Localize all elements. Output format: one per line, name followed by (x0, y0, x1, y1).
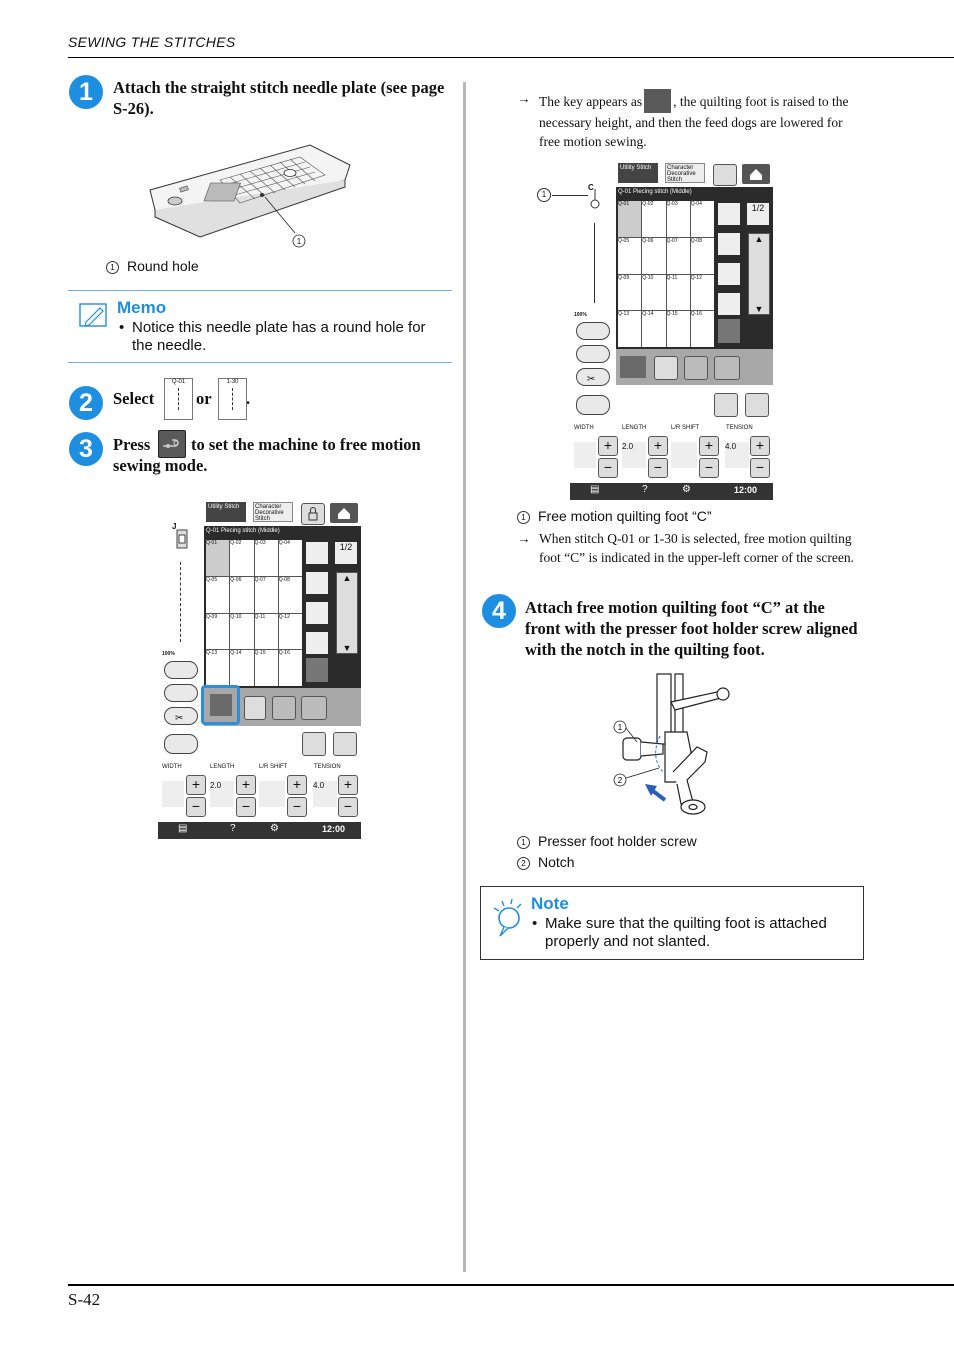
free-motion-mode-button-active[interactable] (620, 356, 646, 378)
step-3-text: to set the machine to free motion sewing mode. (113, 435, 421, 475)
zoom-label-right: 100% (574, 312, 587, 318)
pivot-button-right[interactable] (576, 395, 610, 415)
memory-button-right[interactable] (714, 393, 738, 417)
step-2-select-label: Select (113, 389, 155, 408)
lr-shift-display-right (671, 442, 697, 468)
step-2-badge: 2 (69, 386, 103, 420)
quilting-foot-icon (586, 189, 604, 211)
stitch-q09-right[interactable]: Q-09 (618, 275, 641, 311)
memo-top-rule (68, 290, 452, 291)
lr-shift-plus-button[interactable]: + (287, 775, 307, 795)
memo-bullet: • Notice this needle plate has a round hole for the needle. (119, 319, 426, 354)
tension-display-right: 4.0 (725, 442, 749, 468)
label-tension-right: TENSION (726, 425, 753, 431)
presser-foot-icon (172, 528, 192, 550)
reverse-button-right[interactable] (576, 345, 610, 363)
stitch-q15[interactable]: Q-15 (255, 650, 278, 686)
pen-button-right[interactable] (714, 356, 740, 380)
memory-button[interactable] (302, 732, 326, 756)
home-icon (742, 164, 770, 184)
free-motion-key-inline (644, 89, 671, 113)
scrollbar[interactable] (336, 572, 358, 654)
length-display: 2.0 (210, 781, 234, 807)
width-minus-button[interactable]: − (186, 797, 206, 817)
scroll-up-icon[interactable]: ▲ (754, 234, 764, 244)
tension-minus-button-right[interactable]: − (750, 458, 770, 478)
foot-indicator-c: C (588, 183, 594, 192)
foot-indicator: J (172, 522, 177, 531)
step-4-text: Attach free motion quilting foot “C” at the front with the presser foot holder screw aligned with the notch in the quilting foot. (525, 598, 858, 659)
lr-shift-plus-button-right[interactable]: + (699, 436, 719, 456)
pocket-button[interactable] (333, 732, 357, 756)
scroll-up-icon[interactable]: ▲ (342, 573, 352, 583)
tension-plus-button-right[interactable]: + (750, 436, 770, 456)
tab-character-decorative-right[interactable]: Character Decorative Stitch (665, 163, 705, 183)
width-plus-button[interactable]: + (186, 775, 206, 795)
scissors-icon: ✂ (175, 713, 184, 724)
label-length-right: LENGTH (622, 425, 647, 431)
fig3-caption-1: 1 Presser foot holder screw (517, 833, 697, 849)
stitch-edit-key-3-right[interactable] (718, 263, 740, 285)
scroll-down-icon[interactable]: ▼ (342, 643, 352, 653)
stitch-edit-key-4-right[interactable] (718, 293, 740, 315)
stitch-q10[interactable]: Q-10 (230, 614, 253, 650)
twin-needle-button-right[interactable] (684, 356, 708, 380)
scissors-icon: ✂ (587, 374, 596, 385)
width-display (162, 781, 184, 807)
page-number: S-42 (68, 1290, 101, 1309)
tension-display: 4.0 (313, 781, 337, 807)
section-header: SEWING THE STITCHES (68, 34, 236, 50)
mirror-button-right[interactable] (654, 356, 678, 380)
tab-utility-stitch[interactable]: Utility Stitch (206, 502, 246, 522)
label-length: LENGTH (210, 764, 235, 770)
home-icon (330, 503, 358, 523)
step-1-text: Attach the straight stitch needle plate (see page S-26). (113, 78, 445, 118)
stitch-preview (180, 562, 182, 642)
memo-pencil-icon (78, 301, 110, 329)
status-bar-right (570, 483, 773, 500)
stitch-q04-right[interactable]: Q-04 (691, 201, 714, 237)
status-bar (158, 822, 361, 839)
stitch-q05[interactable]: Q-05 (206, 577, 229, 613)
pocket-button-right[interactable] (745, 393, 769, 417)
fig1-callout-number: 1 (296, 237, 302, 246)
stitch-q07[interactable]: Q-07 (255, 577, 278, 613)
needle-plate-illustration (140, 135, 370, 255)
lr-shift-minus-button-right[interactable]: − (699, 458, 719, 478)
mirror-button[interactable] (244, 696, 266, 720)
stitch-q08-right[interactable]: Q-08 (691, 238, 714, 274)
thread-cutter-button-right[interactable] (576, 368, 610, 386)
tension-minus-button[interactable]: − (338, 797, 358, 817)
note-bullet: • Make sure that the quilting foot is attached properly and not slanted. (532, 915, 827, 950)
needle-position-button[interactable] (164, 661, 198, 679)
step-3-badge: 3 (69, 432, 103, 466)
stitch-grid-right (618, 201, 714, 347)
arrow-2-text: When stitch Q-01 or 1-30 is selected, free motion quilting foot “C” is indicated in the upper-left corner of the screen. (539, 531, 854, 565)
stitch-q14[interactable]: Q-14 (230, 650, 253, 686)
arrow-2-icon: → (517, 531, 531, 546)
step-2-period: . (246, 389, 251, 408)
stitch-edit-key-5[interactable] (306, 658, 328, 682)
lr-shift-minus-button[interactable]: − (287, 797, 307, 817)
stitch-q12[interactable]: Q-12 (279, 614, 302, 650)
stitch-q11[interactable]: Q-11 (255, 614, 278, 650)
clock: 12:00 (322, 824, 346, 834)
width-display-right (574, 442, 596, 468)
stitch-panel-title: Q-01 Piecing stitch (Middle) (206, 528, 280, 534)
step-1-badge: 1 (69, 75, 103, 109)
stitch-edit-key-3[interactable] (306, 602, 328, 624)
document-icon[interactable]: ▤ (590, 484, 600, 495)
fig2-callout-marker: 1 (537, 188, 551, 202)
stitch-q08[interactable]: Q-08 (279, 577, 302, 613)
length-plus-button[interactable]: + (236, 775, 256, 795)
stitch-edit-key-2[interactable] (306, 572, 328, 594)
stitch-q03-right[interactable]: Q-03 (667, 201, 690, 237)
stitch-key-1-30[interactable]: 1-30 (218, 378, 247, 420)
stitch-q02[interactable]: Q-02 (230, 540, 253, 576)
stitch-q02-right[interactable]: Q-02 (642, 201, 665, 237)
length-display-right: 2.0 (622, 442, 646, 468)
quilting-foot-illustration (605, 672, 740, 822)
fig2-callout-line (552, 195, 588, 196)
scroll-down-icon[interactable]: ▼ (754, 304, 764, 314)
stitch-preview-right (594, 223, 596, 303)
stitch-q05-right[interactable]: Q-05 (618, 238, 641, 274)
stitch-edit-key-4[interactable] (306, 632, 328, 654)
stitch-q11-right[interactable]: Q-11 (667, 275, 690, 311)
stitch-edit-key-1-right[interactable] (718, 203, 740, 225)
fig2-caption: 1 Free motion quilting foot “C” (517, 508, 712, 524)
stitch-grid (206, 540, 302, 686)
free-motion-mode-button-highlighted[interactable] (201, 685, 240, 725)
length-plus-button-right[interactable]: + (648, 436, 668, 456)
lock-button-right[interactable] (713, 164, 737, 186)
reverse-button[interactable] (164, 684, 198, 702)
stitch-q13-right[interactable]: Q-13 (618, 311, 641, 347)
needle-position-button-right[interactable] (576, 322, 610, 340)
step-3-press-label: Press (113, 435, 151, 454)
fig3-caption-2: 2 Notch (517, 854, 575, 870)
stitch-q12-right[interactable]: Q-12 (691, 275, 714, 311)
stitch-panel-title-right: Q-01 Piecing stitch (Middle) (618, 189, 692, 195)
label-lr-shift: L/R SHIFT (259, 764, 288, 770)
length-minus-button[interactable]: − (236, 797, 256, 817)
stitch-edit-key-2-right[interactable] (718, 233, 740, 255)
lock-icon (302, 504, 324, 524)
fig3-callout-1: 1 (617, 723, 623, 732)
fig1-caption: 1 Round hole (106, 258, 199, 274)
stitch-q09[interactable]: Q-09 (206, 614, 229, 650)
memo-bottom-rule (68, 362, 452, 363)
stitch-key-q01[interactable]: Q-01 (164, 378, 193, 420)
footer-rule (68, 1284, 954, 1286)
home-button[interactable] (330, 503, 358, 523)
page-indicator: 1/2 (335, 542, 357, 564)
stitch-q16-right[interactable]: Q-16 (691, 311, 714, 347)
header-rule (68, 57, 954, 58)
lock-button[interactable] (301, 503, 325, 525)
stitch-q10-right[interactable]: Q-10 (642, 275, 665, 311)
pivot-button[interactable] (164, 734, 198, 754)
stitch-q07-right[interactable]: Q-07 (667, 238, 690, 274)
scrollbar-right[interactable] (748, 233, 770, 315)
stitch-q15-right[interactable]: Q-15 (667, 311, 690, 347)
stitch-q01[interactable]: Q-01 (206, 540, 229, 576)
width-minus-button-right[interactable]: − (598, 458, 618, 478)
settings-icon[interactable]: ⚙ (682, 484, 691, 495)
page-indicator-right: 1/2 (747, 203, 769, 225)
tab-character-decorative[interactable]: Character Decorative Stitch (253, 502, 293, 522)
note-title: Note (531, 894, 569, 913)
stitch-q14-right[interactable]: Q-14 (642, 311, 665, 347)
memo-title: Memo (117, 298, 167, 317)
document-icon[interactable]: ▤ (178, 823, 188, 834)
home-button-right[interactable] (742, 164, 770, 184)
settings-icon[interactable]: ⚙ (270, 823, 279, 834)
stitch-q06-right[interactable]: Q-06 (642, 238, 665, 274)
stitch-q03[interactable]: Q-03 (255, 540, 278, 576)
stitch-q16[interactable]: Q-16 (279, 650, 302, 686)
clock-right: 12:00 (734, 485, 758, 495)
help-button-right[interactable]: ? (642, 484, 648, 495)
arrow-1-text: The key appears as , the quilting foot is raised to the necessary height, and then the feed dogs are lowered for free motion sewing. (539, 89, 864, 151)
stitch-q04[interactable]: Q-04 (279, 540, 302, 576)
twin-needle-button[interactable] (272, 696, 296, 720)
step-4-badge: 4 (482, 594, 516, 628)
lightbulb-icon (490, 898, 524, 940)
label-lr-shift-right: L/R SHIFT (671, 425, 700, 431)
tension-plus-button[interactable]: + (338, 775, 358, 795)
width-plus-button-right[interactable]: + (598, 436, 618, 456)
stitch-edit-key-5-right[interactable] (718, 319, 740, 343)
step-2-or-label: or (196, 389, 212, 408)
fig3-callout-2: 2 (617, 776, 623, 785)
help-button[interactable]: ? (230, 823, 236, 834)
tab-utility-stitch-right[interactable]: Utility Stitch (618, 163, 658, 183)
pen-button[interactable] (301, 696, 327, 720)
label-width-right: WIDTH (574, 425, 594, 431)
stitch-q13[interactable]: Q-13 (206, 650, 229, 686)
stitch-q01-right[interactable]: Q-01 (618, 201, 641, 237)
label-width: WIDTH (162, 764, 182, 770)
label-tension: TENSION (314, 764, 341, 770)
zoom-label: 100% (162, 651, 175, 657)
stitch-q06[interactable]: Q-06 (230, 577, 253, 613)
lr-shift-display (259, 781, 285, 807)
column-divider (463, 82, 466, 1272)
lcd-screen-left (158, 500, 361, 839)
lcd-screen-right (570, 161, 773, 500)
length-minus-button-right[interactable]: − (648, 458, 668, 478)
thread-cutter-button[interactable] (164, 707, 198, 725)
stitch-edit-key-1[interactable] (306, 542, 328, 564)
arrow-1-icon: → (517, 91, 531, 106)
